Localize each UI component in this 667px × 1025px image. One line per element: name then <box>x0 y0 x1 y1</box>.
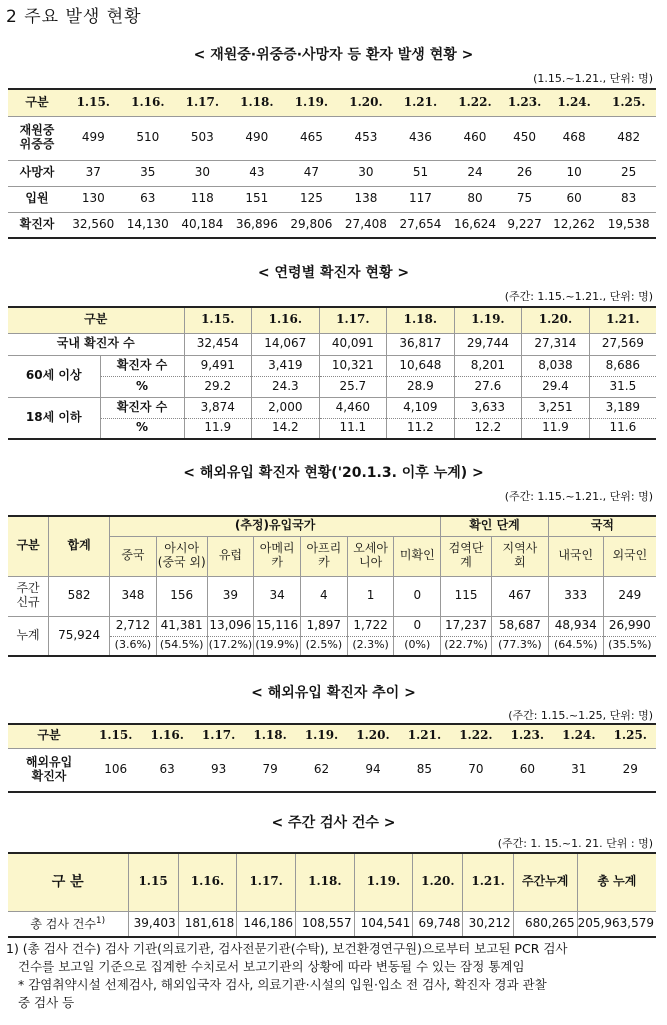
column-header: 1.21. <box>393 89 448 116</box>
column-header: 1.18. <box>295 853 354 911</box>
cell-value: 10,321 <box>319 355 387 376</box>
cell-value: 249 <box>603 576 656 616</box>
row-label: 사망자 <box>8 160 66 186</box>
column-header: 검역단 계 <box>441 536 492 576</box>
cell-value: 9,491 <box>184 355 252 376</box>
cell-value: (35.5%) <box>603 636 656 656</box>
table-row <box>8 911 656 937</box>
cell-value: 60 <box>547 186 602 212</box>
cell-value: 115 <box>441 576 492 616</box>
cell-value: 4,109 <box>387 397 455 418</box>
cell-value: 10,648 <box>387 355 455 376</box>
cell-value: 14.2 <box>252 418 320 439</box>
cell-value: 503 <box>175 116 230 160</box>
column-header: 구분 <box>8 516 49 576</box>
table-row <box>8 576 656 616</box>
column-header: 1.17. <box>237 853 296 911</box>
cell-value: 181,618 <box>178 911 237 937</box>
cell-value: 12.2 <box>454 418 522 439</box>
footnote-line: * 감염취약시설 선제검사, 해외입국자 검사, 의료기관·시설의 입원·입소 전 검사, 확진자 경과 관찰 <box>18 977 547 993</box>
cell-value: (77.3%) <box>491 636 548 656</box>
cell-value: 60 <box>519 761 535 776</box>
column-header: 주간누계 <box>513 853 577 911</box>
cell-value: 32,454 <box>184 333 252 355</box>
cell-value: 1 <box>347 576 394 616</box>
cell-value: 4,460 <box>319 397 387 418</box>
cell-value: 151 <box>230 186 285 212</box>
cell-value: (19.9%) <box>254 636 301 656</box>
column-header: 1.20. <box>339 89 394 116</box>
column-header: 1.19. <box>296 724 347 748</box>
cell-value: 30 <box>175 160 230 186</box>
cell-value: 468 <box>547 116 602 160</box>
cell-value: 130 <box>66 186 121 212</box>
table-row <box>8 355 656 376</box>
column-header: 1.23. <box>502 89 547 116</box>
cell-value: 63 <box>121 186 176 212</box>
column-header: 1.23. <box>502 724 553 748</box>
imported-status-table <box>8 515 656 657</box>
cell-value: 11.1 <box>319 418 387 439</box>
column-header: 1.25. <box>601 89 656 116</box>
cell-value: 31.5 <box>589 376 656 397</box>
column-header: 1.18. <box>387 307 455 333</box>
cell-value: 453 <box>339 116 394 160</box>
row-label: 국내 확진자 수 <box>8 333 184 355</box>
column-header: 1.17. <box>319 307 387 333</box>
column-header: 1.15. <box>66 89 121 116</box>
patient-status-unit: (1.15.~1.21., 단위: 명) <box>533 72 653 85</box>
cell-value: 80 <box>448 186 503 212</box>
cell-value: 450 <box>502 116 547 160</box>
column-header: 1.18. <box>230 89 285 116</box>
table-row <box>8 516 656 536</box>
cell-value: 0 <box>394 616 441 636</box>
column-header: 총 누계 <box>577 853 656 911</box>
column-header: 중국 <box>110 536 157 576</box>
cell-value: 85 <box>416 761 433 776</box>
column-header: 국적 <box>548 516 656 536</box>
cell-value: 333 <box>548 576 603 616</box>
cell-value: (22.7%) <box>441 636 492 656</box>
cell-value: 3,419 <box>252 355 320 376</box>
age-status-table <box>8 306 656 440</box>
cell-value: (2.3%) <box>347 636 394 656</box>
cell-value: 13,096 <box>207 616 254 636</box>
footnotes <box>6 940 666 1013</box>
table-row <box>8 186 656 212</box>
cell-value: 125 <box>284 186 339 212</box>
patient-status-title: < 재원중·위중증·사망자 등 환자 발생 현황 > <box>193 47 474 63</box>
cell-value: 43 <box>230 160 285 186</box>
cell-value: 108,557 <box>295 911 354 937</box>
footnote-line: 건수를 보고일 기준으로 집계한 수치로서 보고기관의 상황에 따라 변동될 수 있는 잠정 통계임 <box>18 959 525 975</box>
column-header: 아시아 (중국 외) <box>156 536 207 576</box>
column-header: 1.20. <box>413 853 463 911</box>
column-header: 1.16. <box>178 853 237 911</box>
cell-value: 37 <box>66 160 121 186</box>
cell-value: (54.5%) <box>156 636 207 656</box>
cell-value: 3,251 <box>522 397 590 418</box>
imported-trend-title: < 해외유입 확진자 추이 > <box>251 685 416 701</box>
imported-trend-table <box>8 723 656 793</box>
cell-value: 499 <box>66 116 121 160</box>
sub-label: % <box>100 418 184 439</box>
column-header: 확인 단계 <box>441 516 549 536</box>
sub-label: 확진자 수 <box>100 397 184 418</box>
column-header: 1.20. <box>347 724 398 748</box>
cell-value: 3,633 <box>454 397 522 418</box>
column-header: 유럽 <box>207 536 254 576</box>
table-row <box>8 616 656 636</box>
row-label: 확진자 <box>19 216 55 231</box>
cell-value: 34 <box>254 576 301 616</box>
column-header: 1.21. <box>463 853 513 911</box>
cell-value: 24.3 <box>252 376 320 397</box>
cell-value: 1,897 <box>301 616 348 636</box>
cell-value: 106 <box>104 761 128 776</box>
cell-value: 205,963,579 <box>577 911 656 937</box>
table-row <box>8 853 656 911</box>
cell-value: 16,624 <box>453 216 496 231</box>
cell-value: 36,896 <box>235 216 278 231</box>
cell-value: 3,874 <box>184 397 252 418</box>
cell-value: 4 <box>301 576 348 616</box>
cell-value: 27.6 <box>454 376 522 397</box>
footnote-line: 중 검사 등 <box>18 995 75 1011</box>
sub-label: % <box>100 376 184 397</box>
cell-value: 79 <box>262 761 278 776</box>
table-row <box>8 307 656 333</box>
cell-value: 436 <box>393 116 448 160</box>
cell-value: 27,408 <box>344 216 387 231</box>
column-header: 1.19. <box>284 89 339 116</box>
column-header: 내국인 <box>548 536 603 576</box>
age-status-title: < 연령별 확진자 현황 > <box>257 265 410 281</box>
cell-value: 29 <box>622 761 638 776</box>
group-label: 60세 이상 <box>8 355 100 397</box>
imported-status-title: < 해외유입 확진자 현황('20.1.3. 이후 누계) > <box>183 465 484 481</box>
cell-value: 26,990 <box>603 616 656 636</box>
column-header: 구분 <box>8 307 184 333</box>
table-row <box>8 160 656 186</box>
cell-value: (2.5%) <box>301 636 348 656</box>
column-header: 1.21. <box>399 724 450 748</box>
column-header: 1.16. <box>252 307 320 333</box>
row-label: 총 검사 건수$^{1)}$ <box>30 915 106 931</box>
cell-value: 27,654 <box>399 216 442 231</box>
sub-label: 확진자 수 <box>100 355 184 376</box>
column-header: 외국인 <box>603 536 656 576</box>
table-row <box>8 376 656 397</box>
cell-value: 1,722 <box>347 616 394 636</box>
cell-value: 41,381 <box>156 616 207 636</box>
cell-value: 47 <box>284 160 339 186</box>
imported-status-unit: (주간: 1.15.~1.21., 단위: 명) <box>504 490 653 503</box>
cell-value: 11.2 <box>387 418 455 439</box>
cell-value: 460 <box>448 116 503 160</box>
column-header: 1.20. <box>522 307 590 333</box>
cell-value: 467 <box>491 576 548 616</box>
footnote-marker: 1) <box>95 915 106 926</box>
row-label: 누계 <box>8 616 49 656</box>
cell-value: 156 <box>156 576 207 616</box>
group-label: 18세 이하 <box>8 397 100 439</box>
patient-status-table <box>8 88 656 239</box>
cell-value: 14,130 <box>126 216 169 231</box>
cell-value: 10 <box>547 160 602 186</box>
table-row <box>8 397 656 418</box>
age-status-unit: (주간: 1.15.~1.21., 단위: 명) <box>504 290 653 303</box>
column-header: 1.21. <box>589 307 656 333</box>
cell-value: 62 <box>313 761 330 776</box>
cell-value: 75,924 <box>49 616 110 656</box>
cell-value: (3.6%) <box>110 636 157 656</box>
cell-value: 29,744 <box>454 333 522 355</box>
cell-value: 8,038 <box>522 355 590 376</box>
test-count-unit: (주간: 1. 15.~1. 21. 단위 : 명) <box>497 837 653 850</box>
cell-value: 30 <box>339 160 394 186</box>
row-label: 주간 신규 <box>8 576 49 616</box>
row-label: 해외유입 확진자 <box>25 754 73 783</box>
cell-value: 490 <box>230 116 285 160</box>
column-header: 1.18. <box>244 724 295 748</box>
column-header: 1.22. <box>450 724 501 748</box>
cell-value: 25 <box>601 160 656 186</box>
column-header: 1.19. <box>454 307 522 333</box>
column-header: (추정)유입국가 <box>110 516 441 536</box>
cell-value: 9,227 <box>507 216 542 231</box>
cell-value: 63 <box>159 761 175 776</box>
cell-value: 31 <box>571 761 587 776</box>
cell-value: 680,265 <box>513 911 577 937</box>
cell-value: 39,403 <box>128 911 178 937</box>
cell-value: 8,686 <box>589 355 656 376</box>
column-header: 1.17. <box>175 89 230 116</box>
cell-value: 11.9 <box>184 418 252 439</box>
column-header: 1.25. <box>605 724 656 748</box>
column-header: 오세아 니아 <box>347 536 394 576</box>
cell-value: 93 <box>210 761 227 776</box>
cell-value: 27,569 <box>589 333 656 355</box>
cell-value: 0 <box>394 576 441 616</box>
cell-value: 8,201 <box>454 355 522 376</box>
column-header: 1.15. <box>90 724 141 748</box>
cell-value: 30,212 <box>463 911 513 937</box>
table-row <box>8 333 656 355</box>
column-header: 1.24. <box>547 89 602 116</box>
cell-value: 48,934 <box>548 616 603 636</box>
column-header: 구분 <box>8 724 90 748</box>
cell-value: 94 <box>365 761 381 776</box>
column-header: 지역사 회 <box>491 536 548 576</box>
table-header-row <box>8 89 656 116</box>
cell-value: 14,067 <box>252 333 320 355</box>
cell-value: 582 <box>49 576 110 616</box>
column-header: 미확인 <box>394 536 441 576</box>
cell-value: 26 <box>502 160 547 186</box>
cell-value: 40,091 <box>319 333 387 355</box>
table-row <box>8 748 656 792</box>
row-label: 입원 <box>8 186 66 212</box>
column-header: 구 분 <box>8 853 128 911</box>
column-header: 1.19. <box>354 853 413 911</box>
cell-value: 2,712 <box>110 616 157 636</box>
cell-value: 11.6 <box>589 418 656 439</box>
cell-value: 348 <box>110 576 157 616</box>
cell-value: 40,184 <box>181 216 224 231</box>
cell-value: 11.9 <box>522 418 590 439</box>
cell-value: 138 <box>339 186 394 212</box>
column-header: 1.15 <box>128 853 178 911</box>
column-header: 1.15. <box>184 307 252 333</box>
column-header: 1.16. <box>141 724 192 748</box>
cell-value: 32,560 <box>72 216 115 231</box>
cell-value: 35 <box>121 160 176 186</box>
cell-value: 58,687 <box>491 616 548 636</box>
table-row <box>8 212 656 238</box>
cell-value: 83 <box>601 186 656 212</box>
column-header: 1.17. <box>193 724 244 748</box>
cell-value: 29.4 <box>522 376 590 397</box>
cell-value: 27,314 <box>522 333 590 355</box>
imported-trend-unit: (주간: 1.15.~1.25, 단위: 명) <box>508 709 653 722</box>
cell-value: 51 <box>393 160 448 186</box>
cell-value: 2,000 <box>252 397 320 418</box>
cell-value: 75 <box>502 186 547 212</box>
cell-value: 39 <box>207 576 254 616</box>
cell-value: 19,538 <box>607 216 650 231</box>
cell-value: (0%) <box>394 636 441 656</box>
test-count-title: < 주간 검사 건수 > <box>271 815 396 831</box>
column-header: 1.22. <box>448 89 503 116</box>
cell-value: 25.7 <box>319 376 387 397</box>
cell-value: 15,116 <box>254 616 301 636</box>
column-header: 구분 <box>8 89 66 116</box>
footnote-line: 1) (총 검사 건수) 검사 기관(의료기관, 검사전문기관(수탁), 보건환경연구원)으로부터 보고된 PCR 검사 <box>6 941 568 956</box>
cell-value: 69,748 <box>413 911 463 937</box>
cell-value: 29.2 <box>184 376 252 397</box>
row-label: 재원중 위중증 <box>8 116 66 160</box>
table-row <box>8 116 656 160</box>
cell-value: 12,262 <box>553 216 596 231</box>
column-header: 1.16. <box>121 89 176 116</box>
column-header: 1.24. <box>553 724 604 748</box>
cell-value: 24 <box>448 160 503 186</box>
section-heading: 2 주요 발생 현황 <box>6 7 142 27</box>
cell-value: (17.2%) <box>207 636 254 656</box>
cell-value: 17,237 <box>441 616 492 636</box>
cell-value: 482 <box>601 116 656 160</box>
cell-value: 104,541 <box>354 911 413 937</box>
table-row <box>8 418 656 439</box>
column-header: 합계 <box>49 516 110 576</box>
column-header: 아메리 카 <box>254 536 301 576</box>
test-count-table <box>8 852 656 938</box>
cell-value: 3,189 <box>589 397 656 418</box>
cell-value: 28.9 <box>387 376 455 397</box>
cell-value: 29,806 <box>290 216 333 231</box>
cell-value: 510 <box>121 116 176 160</box>
cell-value: 117 <box>393 186 448 212</box>
cell-value: (64.5%) <box>548 636 603 656</box>
cell-value: 70 <box>468 761 484 776</box>
cell-value: 36,817 <box>387 333 455 355</box>
cell-value: 465 <box>284 116 339 160</box>
column-header: 아프리 카 <box>301 536 348 576</box>
table-row <box>8 724 656 748</box>
cell-value: 118 <box>175 186 230 212</box>
cell-value: 146,186 <box>237 911 296 937</box>
